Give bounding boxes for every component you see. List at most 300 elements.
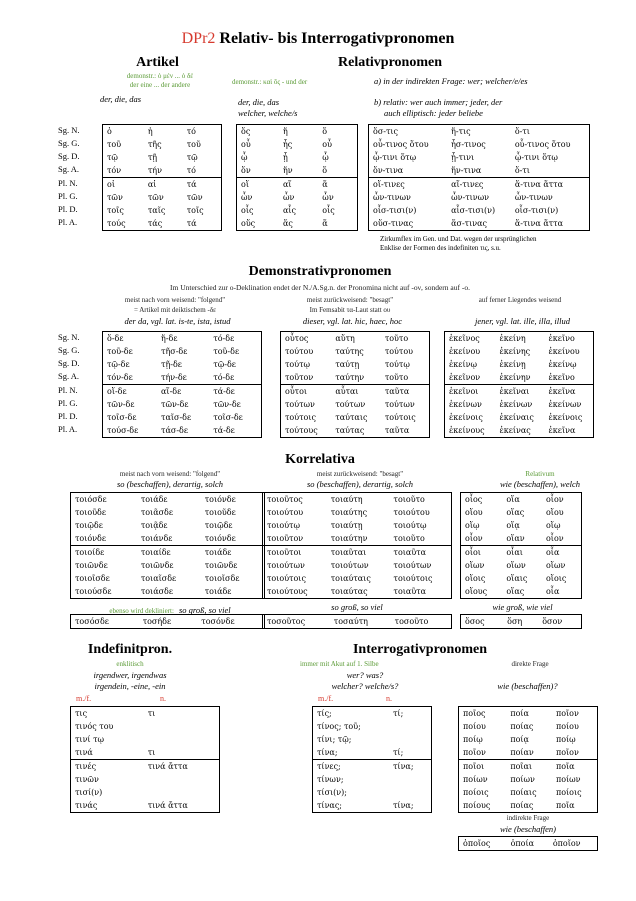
table-row — [369, 138, 590, 151]
table-row — [445, 371, 594, 385]
table-cell: ὅσον — [542, 617, 563, 626]
table-cell: οἷσ-τισι(ν) — [514, 206, 559, 215]
korr-table-1 — [70, 492, 265, 599]
table-cell: τῶν-δε — [107, 400, 135, 409]
table-cell: ὁ — [107, 127, 112, 136]
relativ-table-2 — [368, 124, 590, 231]
table-cell: ᾗ-τινι — [451, 153, 475, 162]
table-cell: ἐκεῖνο — [548, 334, 575, 343]
interrogativ-indirect-note: indirekte Frage — [506, 814, 550, 822]
table-cell: τόν — [107, 166, 122, 175]
table-cell: οἵαν — [506, 534, 525, 543]
interrogativ-hdr2: n. — [386, 694, 392, 703]
table-cell: οἵοις — [545, 574, 567, 583]
row-label: Sg. A. — [58, 371, 80, 381]
table-cell: οὗ-τινος ὅτου — [514, 140, 571, 149]
table-cell: τισί(ν) — [75, 788, 103, 797]
table-cell: ἐκείνοις — [449, 413, 483, 422]
table-row — [103, 424, 262, 438]
table-cell: ποίων — [463, 775, 488, 784]
table-cell: ταῦτα — [384, 426, 410, 435]
table-row — [71, 519, 265, 532]
row-label: Sg. G. — [58, 345, 80, 355]
table-cell: ᾧ — [322, 153, 329, 162]
table-cell: τούτους — [285, 426, 318, 435]
table-row — [281, 398, 430, 411]
table-row — [103, 191, 222, 204]
table-cell: ποίοις — [555, 788, 582, 797]
table-cell: ἐκείνῳ — [548, 360, 577, 369]
table-cell: τοσοῦτος — [267, 617, 306, 626]
table-row — [71, 720, 220, 733]
table-row — [461, 572, 582, 585]
table-cell: ὧν — [241, 193, 253, 202]
table-cell: τόν-δε — [107, 373, 133, 382]
table-cell: ταύτην — [335, 373, 365, 382]
table-cell: οἵ-δε — [103, 385, 158, 399]
table-cell: ὅσ-τις — [373, 127, 399, 136]
korr-b1-sub: so groß, so viel — [179, 605, 231, 615]
table-row — [263, 519, 452, 532]
row-label: Pl. N. — [58, 178, 78, 188]
interrogativ-sub2: welcher? welche/s? — [331, 681, 399, 691]
interrogativ-sub3: wie (beschaffen)? — [497, 681, 558, 691]
table-cell: τῷ-δε — [213, 360, 236, 369]
indefinit-hdr1: m./f. — [76, 694, 92, 703]
table-cell: τοιούτοις — [267, 574, 306, 583]
demonstrativ-intro: Im Unterschied zur o-Deklination endet der N./A.Sg.n. der Pronomina nicht auf -ον, sondern auf -ο. — [170, 283, 470, 292]
table-row — [71, 559, 265, 572]
table-row — [459, 707, 598, 721]
table-cell: ποῖος — [463, 709, 486, 718]
table-cell: τοιοῖσδε — [75, 574, 110, 583]
table-cell: ὧν — [322, 193, 334, 202]
table-cell: οὕσ-τινας — [373, 219, 414, 228]
table-cell: ἐκεῖναι — [495, 385, 544, 399]
table-cell: ὧν-τινων — [514, 193, 553, 202]
table-row — [71, 532, 265, 546]
row-label: Pl. N. — [58, 385, 78, 395]
table-cell: ἧσ-τινος — [451, 140, 486, 149]
table-row — [461, 532, 582, 546]
table-cell: τίσι(ν); — [317, 788, 347, 797]
table-row — [71, 546, 265, 560]
table-cell: τοιοῦτοι — [263, 546, 327, 560]
table-row — [445, 358, 594, 371]
table-cell: ὁποῖος — [463, 839, 491, 848]
table-cell: οὗ — [241, 140, 251, 149]
table-row — [71, 746, 220, 760]
table-row — [445, 398, 594, 411]
korr-table-b1 — [70, 614, 265, 629]
table-cell: τούτοις — [285, 413, 316, 422]
table-row — [237, 125, 358, 139]
table-cell: ἐκείνη — [499, 334, 526, 343]
table-row — [71, 572, 265, 585]
indefinit-table — [70, 706, 220, 813]
table-row — [461, 546, 582, 560]
table-cell: τοιοίδε — [71, 546, 137, 560]
table-cell: τῶν-δε — [161, 400, 189, 409]
table-row — [459, 733, 598, 746]
row-labels-1 — [58, 124, 98, 229]
table-row — [71, 615, 265, 629]
relativ-heading: Relativpronomen — [338, 55, 442, 70]
table-cell: αἷσ-τισι(ν) — [451, 206, 496, 215]
table-row — [313, 786, 432, 799]
table-row — [459, 837, 598, 851]
artikel-note1: demonstr.: ὁ μέν ... ὁ δέ — [126, 72, 194, 80]
table-cell: τό — [186, 127, 196, 136]
table-cell: οἷα — [542, 546, 582, 560]
indefinit-sub1: irgendwer, irgendwas — [93, 670, 167, 680]
table-cell: τοιᾷδε — [140, 521, 168, 530]
table-cell: τούς — [107, 219, 126, 228]
table-row — [445, 385, 594, 399]
interrogativ-sub1: wer? was? — [346, 670, 384, 680]
table-cell: τό — [186, 166, 196, 175]
table-cell: ὅ — [322, 127, 328, 136]
table-cell: τις — [75, 709, 88, 718]
relativ-footnote2: Enklise der Formen des indefiniten τις, s.u. — [380, 244, 501, 252]
table-row — [459, 773, 598, 786]
table-cell: αἵ-δε — [157, 385, 209, 399]
table-cell: οἵ-τινες — [369, 178, 448, 192]
table-cell: τοιοῦτος — [267, 495, 303, 504]
table-cell: τοιᾶσδε — [140, 508, 174, 517]
table-cell: ἐκεῖνα — [545, 385, 594, 399]
table-row — [461, 493, 582, 507]
table-cell: τά — [183, 178, 222, 192]
row-label: Pl. D. — [58, 411, 78, 421]
table-cell: οἵῳ — [545, 521, 561, 530]
table-cell: τοιαύταις — [330, 574, 371, 583]
table-cell: τίνες; — [313, 760, 390, 774]
table-cell: ἐκεῖνον — [449, 373, 481, 382]
table-cell: ἐκείναις — [499, 413, 534, 422]
table-row — [369, 204, 590, 217]
table-row — [103, 217, 222, 231]
table-cell: τοσόνδε — [201, 617, 235, 626]
table-cell: οἱ — [103, 178, 144, 192]
korr-col2-sub: so (beschaffen), derartig, solch — [307, 479, 413, 489]
table-cell: ἅ — [318, 178, 357, 192]
table-cell: τινές — [71, 760, 144, 774]
table-row — [459, 799, 598, 813]
table-row — [237, 151, 358, 164]
table-cell: ποίῳ — [463, 735, 483, 744]
table-cell: οἵου — [545, 508, 564, 517]
table-cell: τούτων — [384, 400, 415, 409]
table-cell: τοῖσ-δε — [107, 413, 137, 422]
table-cell: τοιάδε — [201, 546, 265, 560]
table-cell: τάσ-δε — [161, 426, 188, 435]
table-cell: ποίαις — [510, 788, 537, 797]
table-cell: τοιόνδε — [75, 534, 107, 543]
table-cell: ποίους — [463, 801, 491, 810]
table-cell: ποίας — [510, 801, 534, 810]
table-row — [263, 585, 452, 599]
korr-table-2 — [262, 492, 452, 599]
table-cell: οἵων — [506, 561, 526, 570]
table-cell: ἐκείνων — [499, 400, 533, 409]
table-cell: τοῦτον — [285, 373, 314, 382]
table-cell: οἷσ-τισι(ν) — [373, 206, 417, 215]
table-row — [281, 345, 430, 358]
relativ-sub1: der, die, das — [238, 97, 280, 107]
table-cell: ἥν-τινα — [451, 166, 482, 175]
table-row — [459, 720, 598, 733]
table-cell: τινά ἄττα — [147, 801, 188, 810]
demo-col3-sub: jener, vgl. lat. ille, illa, illud — [475, 316, 570, 326]
table-cell: τῶν — [186, 193, 203, 202]
row-labels-2 — [58, 331, 98, 436]
table-cell: ᾗ — [282, 153, 288, 162]
table-row — [237, 164, 358, 178]
table-cell: ἥν — [282, 166, 293, 175]
table-row — [237, 191, 358, 204]
table-cell — [144, 773, 220, 786]
table-cell: οἷς — [322, 206, 335, 215]
table-cell: ταύτας — [335, 426, 365, 435]
relativ-sub2: welcher, welche/s — [238, 108, 298, 118]
table-cell: τίνας; — [317, 801, 343, 810]
table-cell: ἐκείνας — [499, 426, 531, 435]
table-cell: τοιούτῳ — [393, 521, 427, 530]
interrogativ-heading: Interrogativpronomen — [352, 642, 488, 657]
table-cell: τῶν — [107, 193, 123, 202]
table-cell: ποίᾳ — [510, 735, 529, 744]
table-cell: αἵ-τινες — [447, 178, 511, 192]
table-cell: τίς; — [317, 709, 332, 718]
table-cell: τοιαῖσδε — [140, 574, 177, 583]
table-cell: αὕτη — [335, 334, 355, 343]
interrogativ-note2: direkte Frage — [511, 660, 549, 668]
table-row — [313, 733, 432, 746]
table-cell: τῆσ-δε — [161, 347, 188, 356]
korr-col3-sub: wie (beschaffen), welch — [499, 479, 580, 489]
table-cell: τοιῶνδε — [204, 561, 238, 570]
table-row — [71, 707, 220, 721]
table-cell — [389, 786, 432, 799]
table-row — [263, 493, 452, 507]
row-label: Pl. D. — [58, 204, 78, 214]
table-row — [103, 151, 222, 164]
table-cell — [144, 786, 220, 799]
table-row — [313, 799, 432, 813]
row-label: Sg. N. — [58, 125, 80, 135]
table-row — [461, 519, 582, 532]
table-row — [103, 164, 222, 178]
table-row — [461, 559, 582, 572]
table-cell: οὗτος — [285, 334, 309, 343]
table-cell: ὧν-τινων — [373, 193, 411, 202]
table-cell: ὁποία — [510, 839, 535, 848]
demo-col3-note1: auf ferner Liegendes weisend — [478, 296, 562, 304]
table-row — [313, 760, 432, 774]
table-cell: ποίοις — [463, 788, 489, 797]
table-cell: ποίων — [555, 775, 581, 784]
table-row — [237, 138, 358, 151]
table-cell: οἷος — [465, 495, 483, 504]
table-row — [237, 217, 358, 231]
table-cell: τι — [147, 709, 156, 718]
table-cell: ἐκείνων — [449, 400, 482, 409]
table-cell: τοιοῦτον — [267, 534, 304, 543]
table-cell: τούσ-δε — [107, 426, 139, 435]
table-cell: ὧν-τινων — [451, 193, 490, 202]
table-cell: τοῦ-δε — [213, 347, 240, 356]
table-cell: τοιαῦται — [327, 546, 390, 560]
table-cell: ἡ — [147, 127, 153, 136]
table-row — [445, 411, 594, 424]
table-cell: ἐκείνῃ — [499, 360, 526, 369]
table-cell — [144, 720, 220, 733]
table-cell: τοιούτου — [393, 508, 430, 517]
table-row — [263, 546, 452, 560]
korr-b2-sub: so groß, so viel — [331, 602, 383, 612]
demo-table-3 — [444, 331, 594, 438]
table-cell: τινί τῳ — [75, 735, 105, 744]
table-cell: ἥ-τις — [451, 127, 471, 136]
korr-b1-note: ebenso wird dekliniert: — [109, 607, 174, 615]
demo-table-2 — [280, 331, 430, 438]
table-cell: τά-δε — [213, 426, 235, 435]
table-cell: ποῖοι — [459, 760, 507, 774]
table-cell: τῷ-δε — [107, 360, 130, 369]
table-cell: τούτου — [285, 347, 314, 356]
table-cell: τοιούτῳ — [267, 521, 301, 530]
table-cell: τοιόνδε — [204, 534, 236, 543]
table-cell: τοῦτο — [384, 373, 409, 382]
row-label: Sg. G. — [58, 138, 80, 148]
table-row — [71, 799, 220, 813]
table-cell: τοῦτο — [384, 334, 409, 343]
artikel-subtitle: der, die, das — [100, 94, 142, 104]
table-cell: οἷα — [545, 587, 560, 596]
table-row — [71, 585, 265, 599]
table-cell: ἅσ-τινας — [451, 219, 487, 228]
table-cell: ἐκείνου — [449, 347, 481, 356]
table-row — [71, 760, 220, 774]
table-cell: ἐκεῖνο — [548, 373, 575, 382]
table-row — [103, 385, 262, 399]
table-cell: τοιαύτας — [330, 587, 368, 596]
table-row — [445, 332, 594, 346]
table-cell: τοιαύτης — [330, 508, 368, 517]
table-row — [461, 506, 582, 519]
table-cell: τῶν-δε — [213, 400, 241, 409]
table-cell: τάς — [147, 219, 163, 228]
table-cell: ὅν-τινα — [373, 166, 404, 175]
table-row — [263, 506, 452, 519]
table-row — [281, 332, 430, 346]
table-cell: τοιούτους — [267, 587, 308, 596]
table-cell: οἵων — [545, 561, 566, 570]
table-cell: τοιῷδε — [204, 521, 233, 530]
korr-col2-note: meist zurückweisend: "besagt" — [316, 470, 404, 478]
table-row — [71, 506, 265, 519]
demo-table-1 — [102, 331, 262, 438]
table-row — [445, 345, 594, 358]
table-cell: αἵ — [279, 178, 318, 192]
table-cell: οἷοι — [461, 546, 503, 560]
title-text: Relativ- bis Interrogativpronomen — [219, 30, 455, 47]
table-cell: τούτῳ — [384, 360, 410, 369]
table-row — [369, 164, 590, 178]
row-label: Sg. D. — [58, 358, 80, 368]
page-title — [0, 30, 636, 48]
table-cell: ὅ-δε — [107, 334, 124, 343]
table-cell: ποίαν — [510, 748, 534, 757]
table-cell: τινός του — [75, 722, 114, 731]
table-cell: οἷον — [545, 534, 564, 543]
table-cell: ὅσος — [465, 617, 485, 626]
demo-col2-note2: Im Femsabit τα-Laut statt ου — [309, 306, 391, 314]
table-cell: ποῖα — [555, 801, 575, 810]
table-cell: τοσαύτη — [333, 617, 368, 626]
relativ-table — [236, 124, 358, 231]
table-cell: τοιόνδε — [204, 495, 236, 504]
row-label: Sg. A. — [58, 164, 80, 174]
table-row — [369, 217, 590, 231]
table-row — [71, 733, 220, 746]
table-cell: τινάς — [75, 801, 98, 810]
table-cell: τοῦ-δε — [107, 347, 133, 356]
korr-table-3 — [460, 492, 582, 599]
table-row — [281, 358, 430, 371]
table-cell: τούτοις — [384, 413, 416, 422]
table-cell: τοιάνδε — [140, 534, 173, 543]
table-cell: τί; — [393, 709, 404, 718]
korr-col1-sub: so (beschaffen), derartig, solch — [117, 479, 223, 489]
table-row — [459, 760, 598, 774]
indefinit-note: enklitisch — [116, 660, 144, 668]
table-cell: τοσόσδε — [75, 617, 109, 626]
table-cell: τοσήδε — [142, 617, 172, 626]
table-cell: τοιάδε — [204, 587, 232, 596]
table-cell: οἵῳ — [465, 521, 480, 530]
table-row — [281, 371, 430, 385]
table-cell: τοιάδε — [140, 495, 168, 504]
table-row — [103, 398, 262, 411]
table-cell: τό-δε — [213, 334, 235, 343]
indefinit-hdr2: n. — [160, 694, 166, 703]
table-row — [461, 615, 582, 629]
table-cell: ἐκεῖνοι — [445, 385, 496, 399]
table-cell: ᾧ-τινι ὅτῳ — [514, 153, 558, 162]
interrogativ-note: immer mit Akut auf 1. Silbe — [300, 660, 379, 668]
table-cell: ὧν — [282, 193, 295, 202]
table-cell: αὗται — [331, 385, 381, 399]
table-cell: οἷον — [545, 495, 564, 504]
table-cell: οὗ-τινος ὅτου — [373, 140, 429, 149]
interrogativ-table-indirect — [458, 836, 598, 851]
interrogativ-indirect-sub: wie (beschaffen) — [500, 824, 556, 834]
table-cell: τοιοῦτο — [393, 534, 425, 543]
table-row — [103, 138, 222, 151]
table-row — [263, 559, 452, 572]
table-row — [103, 371, 262, 385]
table-cell: τοῖσ-δε — [213, 413, 243, 422]
table-cell: τοιαύτην — [330, 534, 368, 543]
table-cell: τοιῶνδε — [75, 561, 108, 570]
table-cell: ποῖα — [552, 760, 598, 774]
table-cell: τοιῷδε — [75, 521, 103, 530]
indefinit-sub2: irgendein, -eine, -ein — [94, 681, 166, 691]
table-cell: τίνι; τῷ; — [317, 735, 352, 744]
table-cell: οἷς — [241, 206, 254, 215]
